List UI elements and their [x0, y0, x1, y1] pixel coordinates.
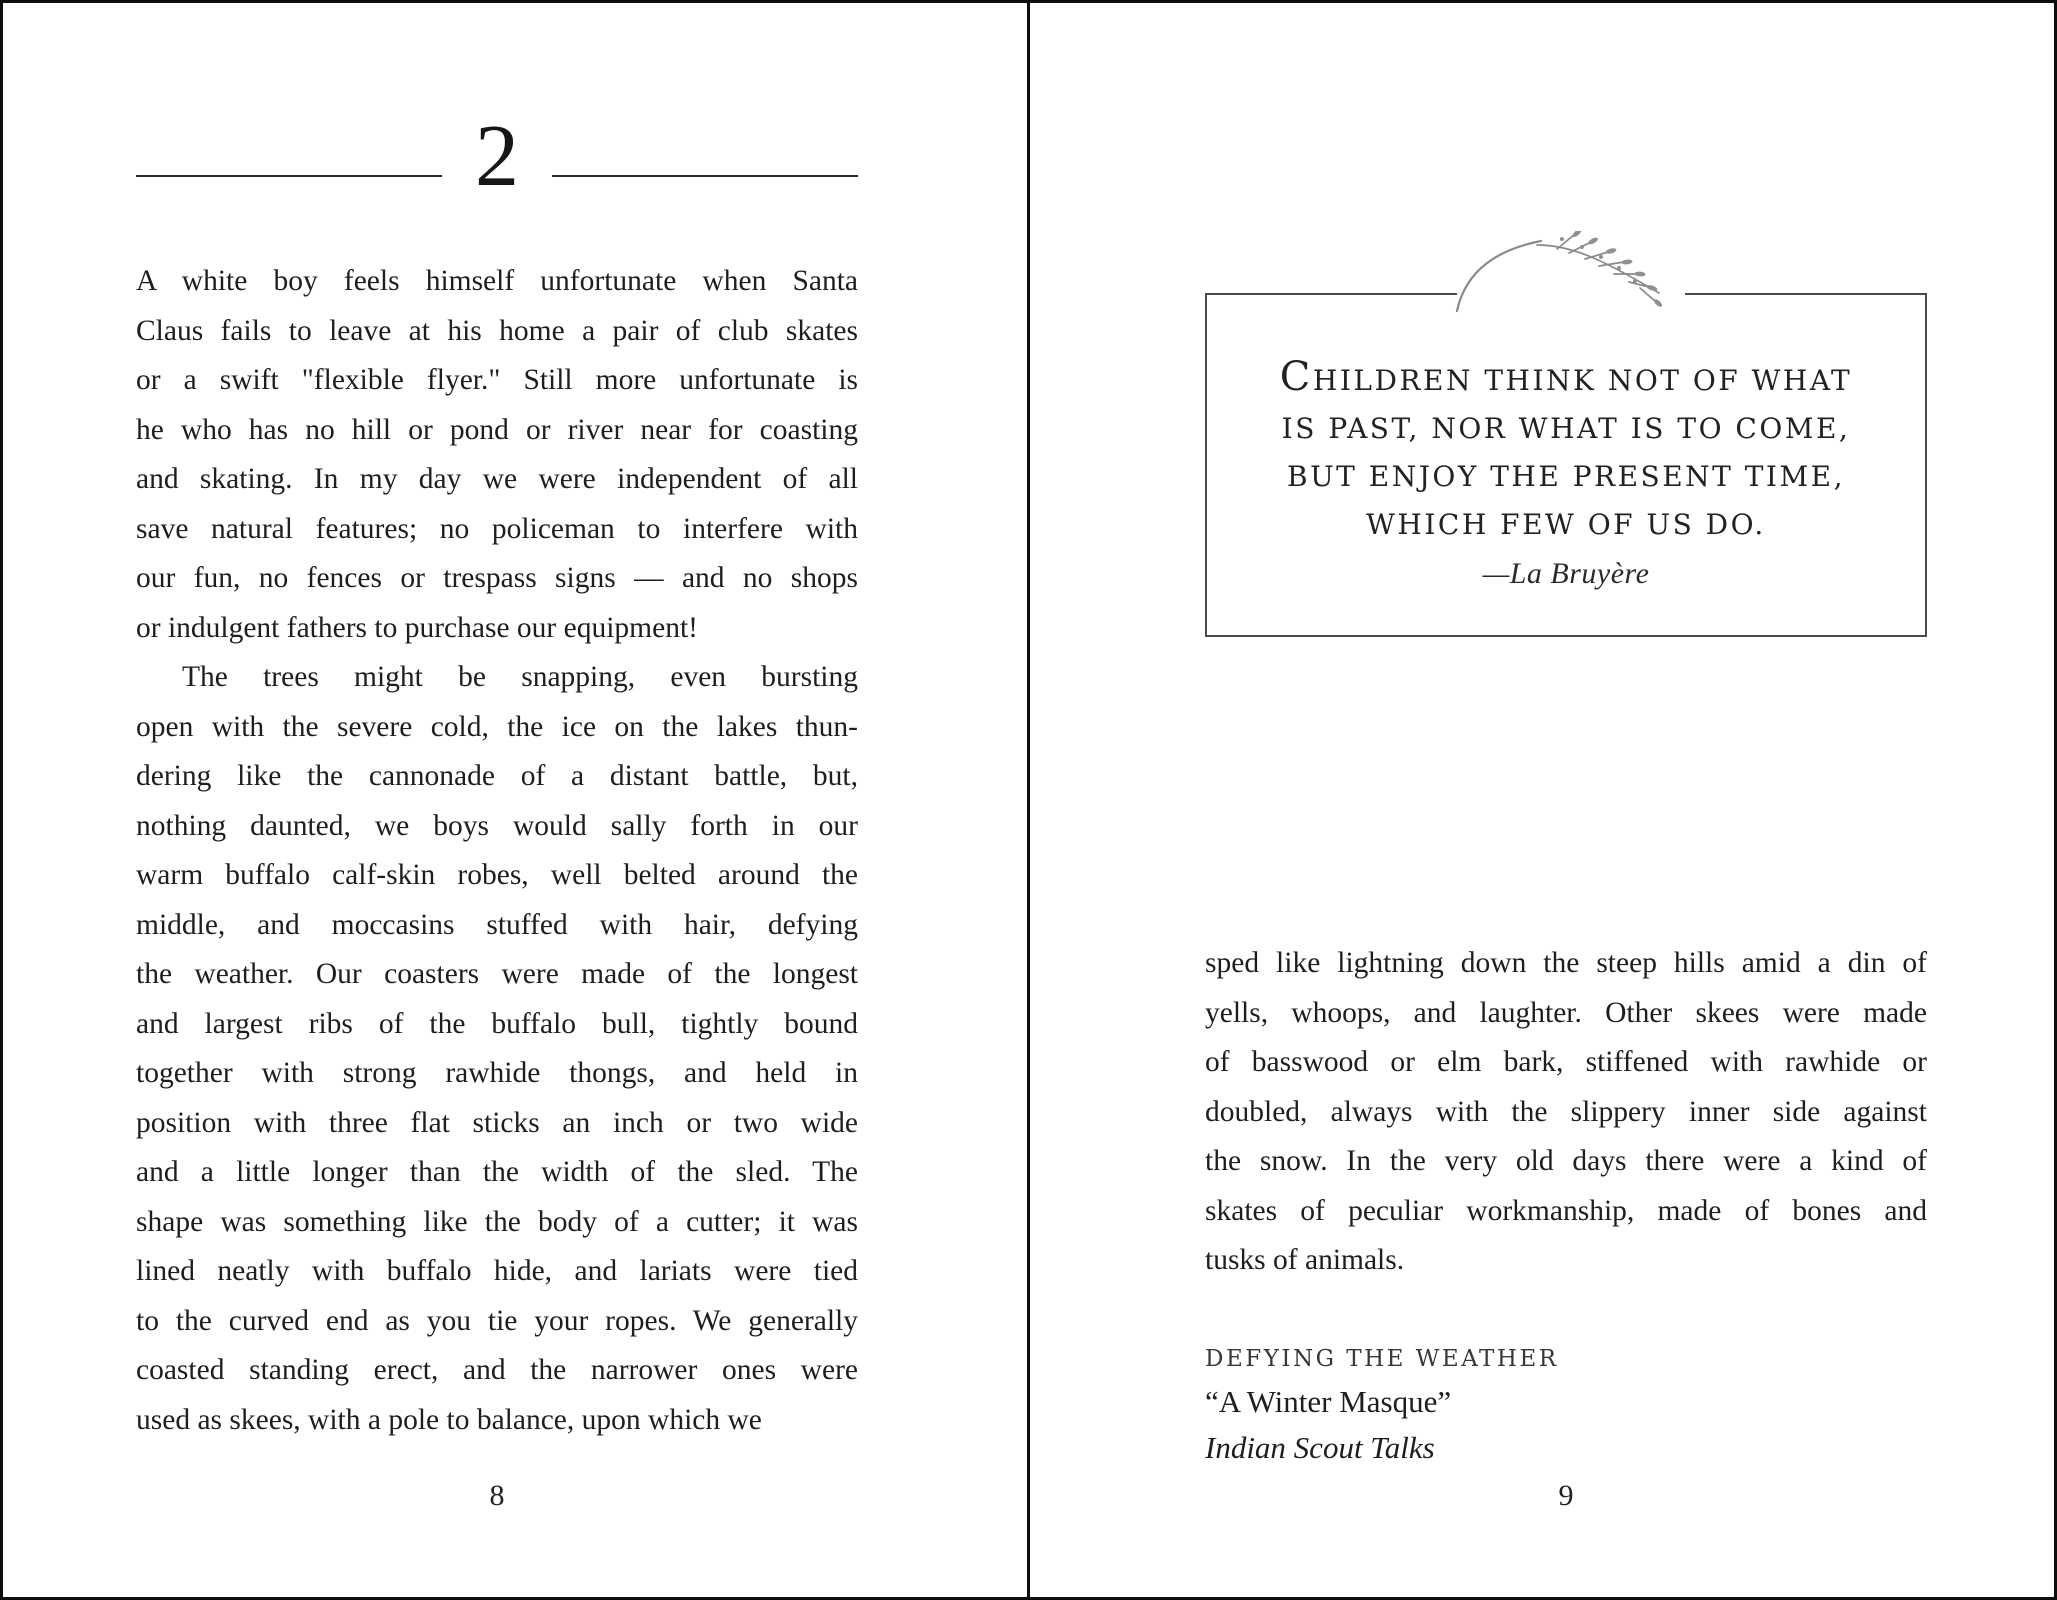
- right-page-body-text: [1205, 939, 1927, 1286]
- chapter-number: 2: [475, 108, 519, 205]
- text-line: coasted standing erect, and the narrower ones were: [136, 1354, 858, 1386]
- quote-line: BUT ENJOY THE PRESENT TIME,: [1287, 460, 1845, 493]
- text-line: the weather. Our coasters were made of the longest: [136, 958, 858, 990]
- left-page-body-text: [136, 257, 858, 1445]
- text-line: doubled, always with the slippery inner side against: [1205, 1095, 1927, 1128]
- text-line: dering like the cannonade of a distant battle, but,: [136, 760, 858, 792]
- quote-text: [1207, 353, 1925, 549]
- text-line: The trees might be snapping, even bursting: [182, 661, 858, 693]
- text-line: our fun, no fences or trespass signs — and no shops: [136, 562, 858, 594]
- pull-quote-box: [1205, 293, 1927, 637]
- quote-attribution: —La Bruyère: [1482, 557, 1650, 590]
- text-line: tusks of animals.: [1205, 1244, 1405, 1276]
- text-line: Claus fails to leave at his home a pair of club skates: [136, 314, 858, 347]
- text-line: save natural features; no policeman to interfere with: [136, 512, 858, 545]
- left-page: [136, 3, 858, 1597]
- botanical-sprig-icon: [1441, 231, 1699, 321]
- citation-block: [1205, 1339, 1559, 1471]
- text-line: skates of peculiar workmanship, made of bones and: [1205, 1194, 1927, 1227]
- paragraph: [136, 653, 858, 1445]
- paragraph: [136, 257, 858, 653]
- text-line: open with the severe cold, the ice on the lakes thun-: [136, 710, 858, 743]
- citation-source-title: DEFYING THE WEATHER: [1205, 1346, 1559, 1372]
- text-line: warm buffalo calf-skin robes, well belted around the: [136, 859, 858, 891]
- text-line: middle, and moccasins stuffed with hair, defying: [136, 908, 858, 941]
- text-line: sped like lightning down the steep hills amid a din of: [1205, 947, 1927, 979]
- heading-rule-right: [552, 175, 858, 177]
- quote-line: WHICH FEW OF US DO.: [1366, 508, 1766, 541]
- text-line: shape was something like the body of a cutter; it was: [136, 1205, 858, 1238]
- quote-line: CHILDREN THINK NOT OF WHAT: [1279, 354, 1853, 400]
- text-line: or indulgent fathers to purchase our equipment!: [136, 611, 698, 644]
- citation-book-title: Indian Scout Talks: [1205, 1430, 1435, 1465]
- text-line: position with three flat sticks an inch or two wide: [136, 1106, 858, 1139]
- text-line: he who has no hill or pond or river near for coasting: [136, 413, 858, 446]
- text-line: used as skees, with a pole to balance, upon which we: [136, 1403, 762, 1436]
- text-line: the snow. In the very old days there were a kind of: [1205, 1145, 1927, 1177]
- quote-line: IS PAST, NOR WHAT IS TO COME,: [1281, 412, 1851, 445]
- right-page-number: 9: [1558, 1479, 1574, 1512]
- chapter-heading: [136, 3, 858, 233]
- text-line: to the curved end as you tie your ropes. We generally: [136, 1304, 858, 1337]
- text-line: yells, whoops, and laughter. Other skees were made: [1205, 996, 1927, 1029]
- right-page: [1205, 3, 1927, 1597]
- text-line: or a swift "flexible flyer." Still more unfortunate is: [136, 364, 858, 396]
- text-line: A white boy feels himself unfortunate when Santa: [136, 265, 858, 297]
- page-gutter-divider: [1027, 3, 1030, 1597]
- text-line: nothing daunted, we boys would sally forth in our: [136, 809, 858, 842]
- text-line: and largest ribs of the buffalo bull, tightly bound: [136, 1007, 858, 1040]
- text-line: lined neatly with buffalo hide, and lariats were tied: [136, 1255, 858, 1287]
- citation-chapter-title: “A Winter Masque”: [1205, 1384, 1452, 1419]
- text-line: of basswood or elm bark, stiffened with rawhide or: [1205, 1046, 1927, 1078]
- paragraph: [1205, 939, 1927, 1286]
- left-page-number: 8: [489, 1479, 505, 1512]
- text-line: and a little longer than the width of the sled. The: [136, 1156, 858, 1188]
- text-line: and skating. In my day we were independent of all: [136, 463, 858, 495]
- text-line: together with strong rawhide thongs, and held in: [136, 1057, 858, 1089]
